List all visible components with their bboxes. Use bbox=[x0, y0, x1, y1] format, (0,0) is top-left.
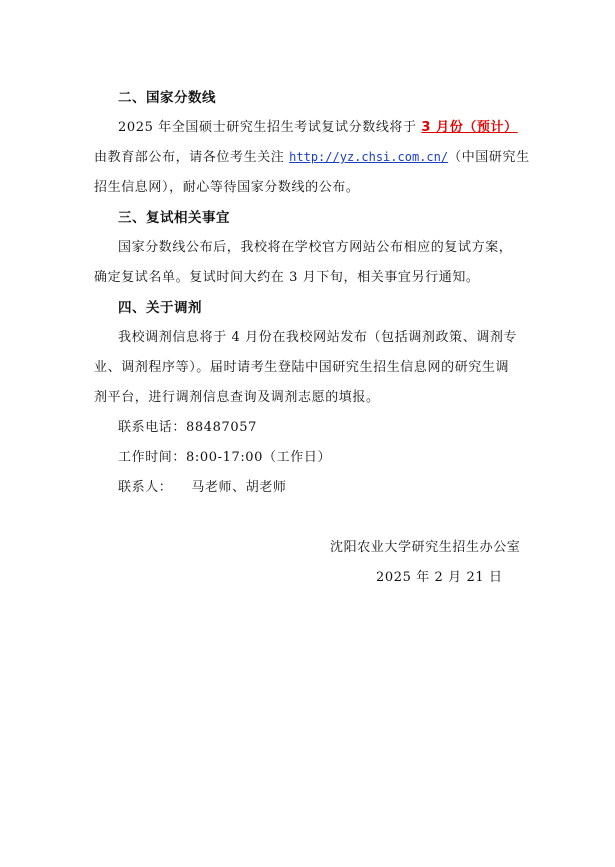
paragraph-line: 我校调剂信息将于 4 月份在我校网站发布（包括调剂政策、调剂专 bbox=[118, 330, 518, 345]
section-heading-retest: 三、复试相关事宜 bbox=[118, 210, 230, 226]
section-heading-scores: 二、国家分数线 bbox=[118, 90, 216, 106]
section-heading-adjustment: 四、关于调剂 bbox=[118, 300, 202, 316]
signature-org: 沈阳农业大学研究生招生办公室 bbox=[330, 540, 521, 555]
contact-persons: 联系人： 马老师、胡老师 bbox=[118, 480, 287, 495]
paragraph-line: 确定复试名单。复试时间大约在 3 月下旬，相关事宜另行通知。 bbox=[94, 270, 480, 285]
contact-hours: 工作时间：8:00-17:00（工作日） bbox=[118, 450, 332, 465]
text-span: （中国研究生 bbox=[448, 150, 530, 165]
paragraph-line bbox=[118, 116, 518, 135]
chsi-link[interactable]: http://yz.chsi.com.cn/ bbox=[289, 150, 449, 164]
paragraph-line: 剂平台，进行调剂信息查询及调剂志愿的填报。 bbox=[94, 390, 380, 405]
paragraph-line: 国家分数线公布后，我校将在学校官方网站公布相应的复试方案， bbox=[118, 240, 513, 255]
text-span: 2025 年全国硕士研究生招生考试复试分数线将于 bbox=[118, 120, 422, 135]
paragraph-line: 招生信息网），耐心等待国家分数线的公布。 bbox=[94, 180, 360, 195]
paragraph-line bbox=[94, 146, 530, 165]
text-span: 由教育部公布，请各位考生关注 bbox=[94, 150, 290, 165]
signature-date: 2025 年 2 月 21 日 bbox=[376, 570, 503, 585]
highlight-date: 3 月份（预计） bbox=[421, 120, 518, 135]
paragraph-line: 业、调剂程序等）。届时请考生登陆中国研究生招生信息网的研究生调 bbox=[94, 360, 510, 375]
contact-phone: 联系电话：88487057 bbox=[118, 420, 257, 435]
